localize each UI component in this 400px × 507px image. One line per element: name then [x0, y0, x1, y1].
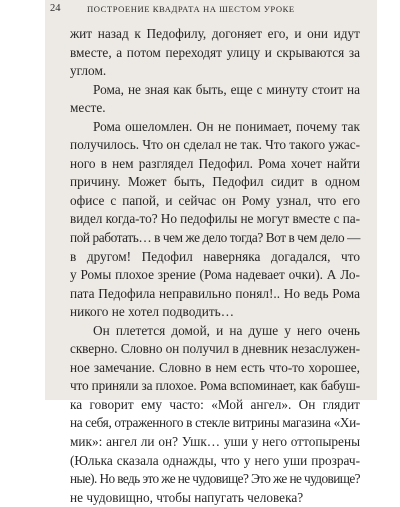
text-line: скверно. Словно он получил в дневник незаслужен- [70, 341, 360, 357]
text-line: причину. Может быть, Педофил сидит в одном [70, 174, 360, 190]
running-head [45, 2, 345, 16]
text-line: жит назад к Педофилу, догоняет его, и они идут [70, 26, 360, 41]
text-line: (Юлька сказала однажды, что у него уши прозрач- [70, 452, 360, 468]
text-line: на себя, отраженного в стекле витрины магазина «Хи- [70, 415, 360, 431]
page-number: 24 [50, 3, 61, 14]
text-line: ного в нем разглядел Педофил. Рома хочет найти [70, 155, 360, 171]
text-line: никого не хотел подводить… [70, 304, 235, 320]
text-line: Рома, не зная как быть, еще с минуту стоит на [93, 81, 360, 97]
text-line: пата Педофила неправильно понял!.. Но ведь Рома [70, 285, 360, 301]
text-line: Рома ошеломлен. Он не понимает, почему так [93, 118, 360, 134]
text-line: ное замечание. Словно в нем есть что-то хорошее, [70, 359, 360, 375]
text-line: получилось. Что он сделал не так. Что такого ужас- [70, 137, 360, 153]
running-title: ПОСТРОЕНИЕ КВАДРАТА НА ШЕСТОМ УРОКЕ [87, 4, 295, 14]
text-line: не чудовищно, чтобы напугать человека? [70, 489, 304, 505]
text-line: ка говорит ему часто: «Мой ангел». Он глядит [70, 396, 360, 412]
text-line: мик»: ангел ли он? Ушк… уши у него оттопырены [70, 434, 360, 450]
text-line: видел когда-то? Но педофилы не могут вместе с па- [70, 211, 360, 227]
text-line: вместе, а потом переходят улицу и скрываются за [70, 44, 360, 60]
text-line: офисе с папой, и сейчас он Рому узнал, что его [70, 192, 360, 208]
text-line: углом. [70, 63, 107, 79]
text-line: что приняли за плохое. Рома вспоминает, как бабуш- [70, 378, 360, 394]
text-line: в другом! Педофил наверняка догадался, что [70, 248, 360, 264]
text-line: Он плетется домой, и на душе у него очень [93, 322, 360, 338]
text-line: ные). Но ведь это же не чудовище? Это же не чудовище? [70, 471, 360, 487]
body-text [70, 25, 360, 507]
text-line: пой работать… в чем же дело тогда? Вот в чем дело — [70, 230, 360, 246]
book-page [45, 0, 377, 505]
text-line: месте. [70, 100, 106, 116]
text-line: у Ромы плохое зрение (Рома надевает очки). А Ло- [70, 267, 360, 283]
